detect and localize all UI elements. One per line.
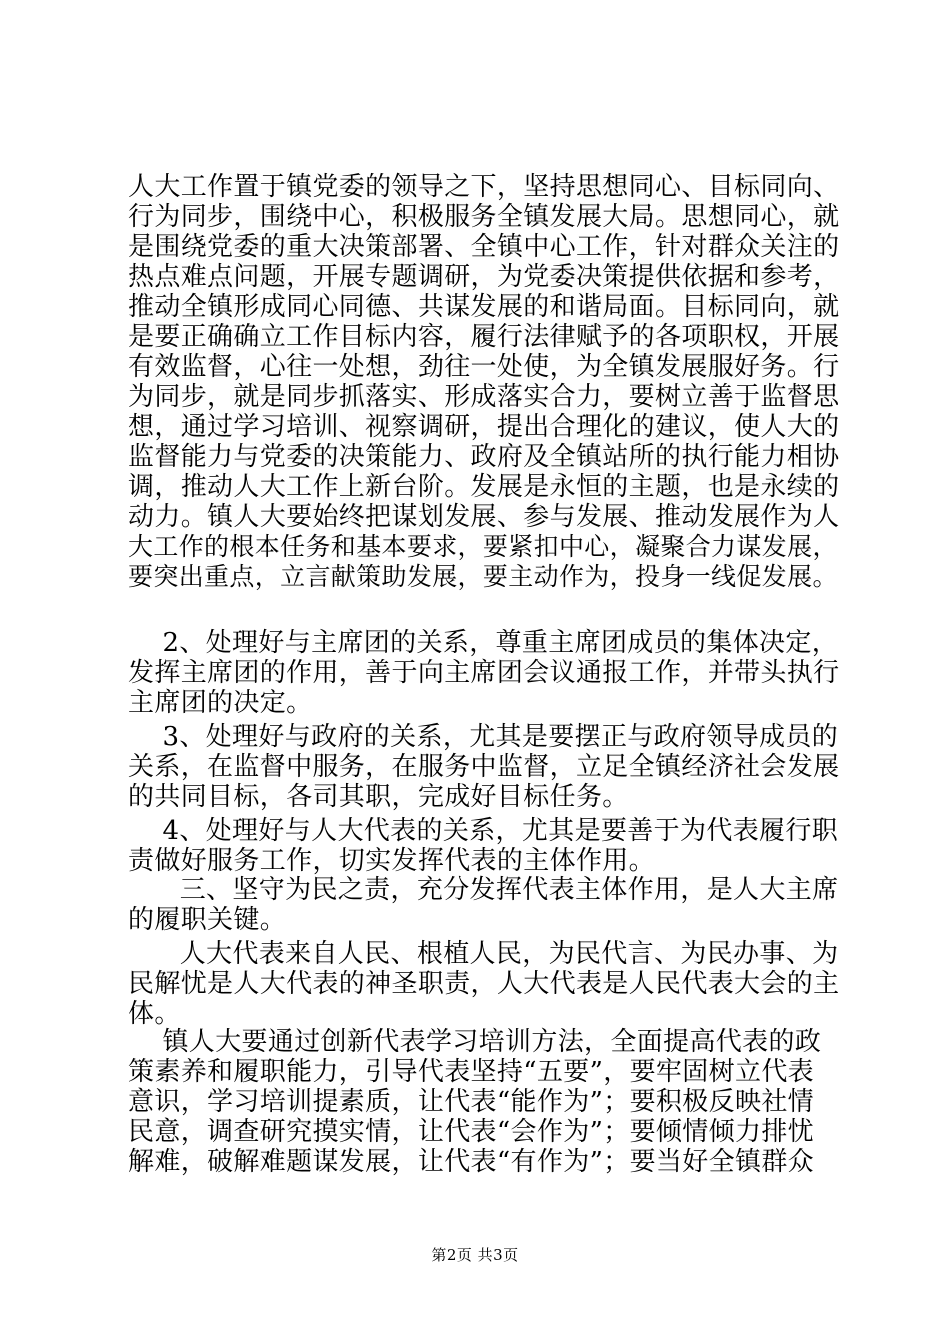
text-line: 想，通过学习培训、视察调研，提出合理化的建议，使人大的 [128,412,840,442]
paragraph-presidium-relations [128,628,848,718]
text-line: 策素养和履职能力，引导代表坚持“五要”，要牢固树立代表 [128,1057,815,1087]
text-line: 要突出重点，立言献策助发展，要主动作为，投身一线促发展。 [128,562,838,591]
text-line: 监督能力与党委的决策能力、政府及全镇站所的执行能力相协 [128,442,840,472]
text-line: 2、处理好与主席团的关系，尊重主席团成员的集体决定， [128,628,839,658]
text-line: 人大代表来自人民、根植人民，为民代言、为民办事、为 [128,939,839,969]
text-line: 3、处理好与政府的关系，尤其是要摆正与政府领导成员的 [128,722,839,752]
paragraph-party-leadership [128,172,848,592]
text-line: 有效监督，心往一处想，劲往一处使，为全镇发展服好务。行 [128,352,840,382]
text-line: 三、坚守为民之责，充分发挥代表主体作用，是人大主席 [128,875,839,905]
paragraph-deputies-from-people [128,939,848,1029]
text-line: 是要正确确立工作目标内容，履行法律赋予的各项职权，开展 [128,322,840,352]
text-line: 的履职关键。 [128,905,287,935]
text-line: 体。 [128,999,181,1029]
text-line: 是围绕党委的重大决策部署、全镇中心工作，针对群众关注的 [128,232,840,262]
text-line: 为同步，就是同步抓落实、形成落实合力，要树立善于监督思 [128,382,840,412]
text-line: 的共同目标，各司其职，完成好目标任务。 [128,782,629,812]
text-line: 意识，学习培训提素质，让代表“能作为”；要积极反映社情 [128,1087,815,1117]
text-line: 主席团的决定。 [128,688,313,718]
text-line: 民意，调查研究摸实情，让代表“会作为”；要倾情倾力排忧 [128,1117,815,1147]
text-line: 大工作的根本任务和基本要求，要紧扣中心，凝聚合力谋发展， [128,532,838,561]
text-line: 解难，破解难题谋发展，让代表“有作为”；要当好全镇群众 [128,1147,815,1177]
text-line: 4、处理好与人大代表的关系，尤其是要善于为代表履行职 [128,816,839,846]
text-line: 关系，在监督中服务，在服务中监督，立足全镇经济社会发展 [128,752,840,782]
text-line: 镇人大要通过创新代表学习培训方法，全面提高代表的政 [128,1027,822,1057]
paragraph-deputy-training [128,1027,848,1177]
page-number-footer: 第2页 共3页 [431,1246,519,1264]
text-line: 调，推动人大工作上新台阶。发展是永恒的主题，也是永续的 [128,472,840,502]
text-line: 民解忧是人大代表的神圣职责，人大代表是人民代表大会的主 [128,969,840,999]
text-line: 责做好服务工作，切实发挥代表的主体作用。 [128,846,656,876]
text-line: 热点难点问题，开展专题调研，为党委决策提供依据和参考， [128,262,840,292]
text-line: 人大工作置于镇党委的领导之下，坚持思想同心、目标同向、 [128,172,840,202]
section-heading-three [128,875,848,935]
text-line: 发挥主席团的作用，善于向主席团会议通报工作，并带头执行 [128,658,840,688]
paragraph-government-relations [128,722,848,812]
text-line: 动力。镇人大要始终把谋划发展、参与发展、推动发展作为人 [128,502,840,532]
paragraph-deputy-relations [128,816,848,876]
text-line: 行为同步，围绕中心，积极服务全镇发展大局。思想同心，就 [128,202,840,232]
text-line: 推动全镇形成同心同德、共谋发展的和谐局面。目标同向，就 [128,292,840,322]
